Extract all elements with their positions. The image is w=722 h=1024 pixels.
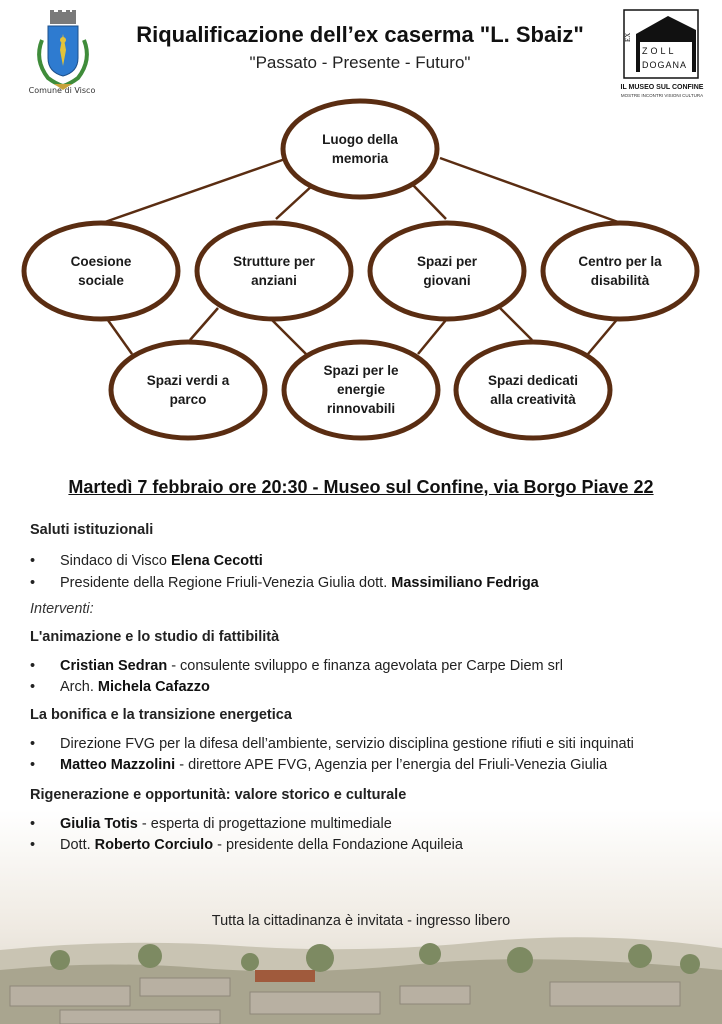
footer-invitation: Tutta la cittadinanza è invitata - ingresso libero — [211, 913, 511, 929]
section-list — [30, 735, 700, 775]
node-label-coesione — [31, 247, 171, 295]
node-line: anziani — [251, 273, 297, 288]
node-line: energie — [336, 381, 386, 397]
edge-anziani-energie — [272, 320, 306, 354]
node-line: rinnovabili — [326, 400, 396, 416]
edge-memoria-anziani — [276, 184, 314, 219]
municipality-caption: Comune di Visco — [28, 86, 96, 95]
item-text: - presidente della Fondazione Aquileia — [213, 837, 463, 853]
node-line: giovani — [423, 273, 471, 288]
node-line: disabilità — [590, 273, 650, 288]
node-line: Centro per la — [578, 254, 662, 269]
node-label-anziani — [204, 247, 344, 295]
concept-diagram — [0, 92, 722, 452]
svg-text:ZOLL: ZOLL — [642, 46, 677, 56]
item-text: Arch. — [60, 679, 98, 695]
item-text: Sindaco di Visco — [60, 553, 171, 569]
municipal-coat-of-arms-icon — [28, 10, 98, 96]
edge-anziani-verdi — [190, 308, 218, 340]
item-text: - direttore APE FVG, Agenzia per l’energia del Friuli-Venezia Giulia — [175, 757, 608, 773]
node-label-verdi — [118, 366, 258, 414]
museum-logo — [622, 8, 700, 80]
item-text: Presidente della Regione Friuli-Venezia Giulia dott. — [60, 575, 392, 591]
program — [30, 520, 700, 855]
edge-disabilita-creativita — [588, 316, 620, 354]
list-item — [30, 815, 700, 834]
node-line: memoria — [331, 151, 389, 166]
list-item — [30, 735, 650, 754]
section-heading: Rigenerazione e opportunità: valore storico e culturale — [30, 787, 407, 803]
node-line: alla creatività — [490, 392, 576, 407]
list-item — [30, 836, 700, 855]
node-line: parco — [169, 392, 207, 407]
list-item — [30, 657, 700, 676]
speaker-name: Matteo Mazzolini — [60, 757, 176, 773]
greetings-heading: Saluti istituzionali — [30, 522, 154, 538]
item-text: Dott. — [60, 837, 95, 853]
node-line: Spazi per — [416, 254, 478, 269]
speaker-name: Massimiliano Fedriga — [391, 575, 539, 591]
section-list — [30, 815, 700, 855]
museum-name: IL MUSEO SUL CONFINE — [620, 84, 704, 91]
node-line: sociale — [78, 273, 124, 288]
speaker-name: Michela Cafazzo — [97, 679, 210, 695]
node-line: Luogo della — [322, 132, 398, 147]
node-line: Coesione — [70, 254, 132, 269]
list-item — [30, 574, 700, 593]
speaker-name: Cristian Sedran — [60, 658, 168, 674]
item-text: Direzione FVG per la difesa dell’ambiente, servizio disciplina gestione rifiuti e siti inquinati — [60, 736, 634, 752]
section-heading: La bonifica e la transizione energetica — [30, 707, 292, 723]
node-label-creativita — [463, 366, 603, 414]
speaker-name: Roberto Corciulo — [94, 837, 214, 853]
svg-text:EX: EX — [624, 32, 632, 42]
page-title: Riqualificazione dell’ex caserma "L. Sbaiz" — [136, 22, 584, 47]
node-label-energie — [291, 356, 431, 422]
list-item — [30, 552, 700, 571]
item-text: - consulente sviluppo e finanza agevolata per Carpe Diem srl — [167, 658, 563, 674]
node-label-memoria — [290, 125, 430, 173]
node-line: Spazi dedicati — [487, 373, 579, 388]
interventions-label: Interventi: — [30, 601, 94, 617]
list-item — [30, 678, 700, 697]
list-item — [30, 756, 700, 775]
node-label-giovani — [377, 247, 517, 295]
section-heading: L'animazione e lo studio di fattibilità — [30, 629, 280, 645]
greetings-list — [30, 552, 700, 593]
item-text: - esperta di progettazione multimediale — [137, 816, 392, 832]
edge-memoria-coesione — [105, 158, 288, 222]
edge-coesione-verdi — [105, 316, 132, 354]
edge-giovani-creativita — [500, 308, 532, 340]
edge-giovani-energie — [418, 320, 446, 354]
node-line: Spazi verdi a — [146, 373, 230, 388]
speaker-name: Giulia Totis — [60, 816, 138, 832]
svg-text:DOGANA: DOGANA — [642, 60, 688, 70]
node-line: Spazi per le — [323, 362, 399, 378]
edge-memoria-giovani — [412, 184, 446, 219]
node-label-disabilita — [550, 247, 690, 295]
node-line: Strutture per — [233, 254, 315, 269]
event-date-location: Martedì 7 febbraio ore 20:30 - Museo sul Confine, via Borgo Piave 22 — [68, 477, 654, 497]
museum-tagline: MOSTRE INCONTRI VISIONI CULTURA — [620, 93, 704, 98]
section-list — [30, 657, 700, 697]
page-subtitle: "Passato - Presente - Futuro" — [249, 53, 471, 72]
edge-memoria-disabilita — [440, 158, 618, 222]
speaker-name: Elena Cecotti — [170, 553, 263, 569]
